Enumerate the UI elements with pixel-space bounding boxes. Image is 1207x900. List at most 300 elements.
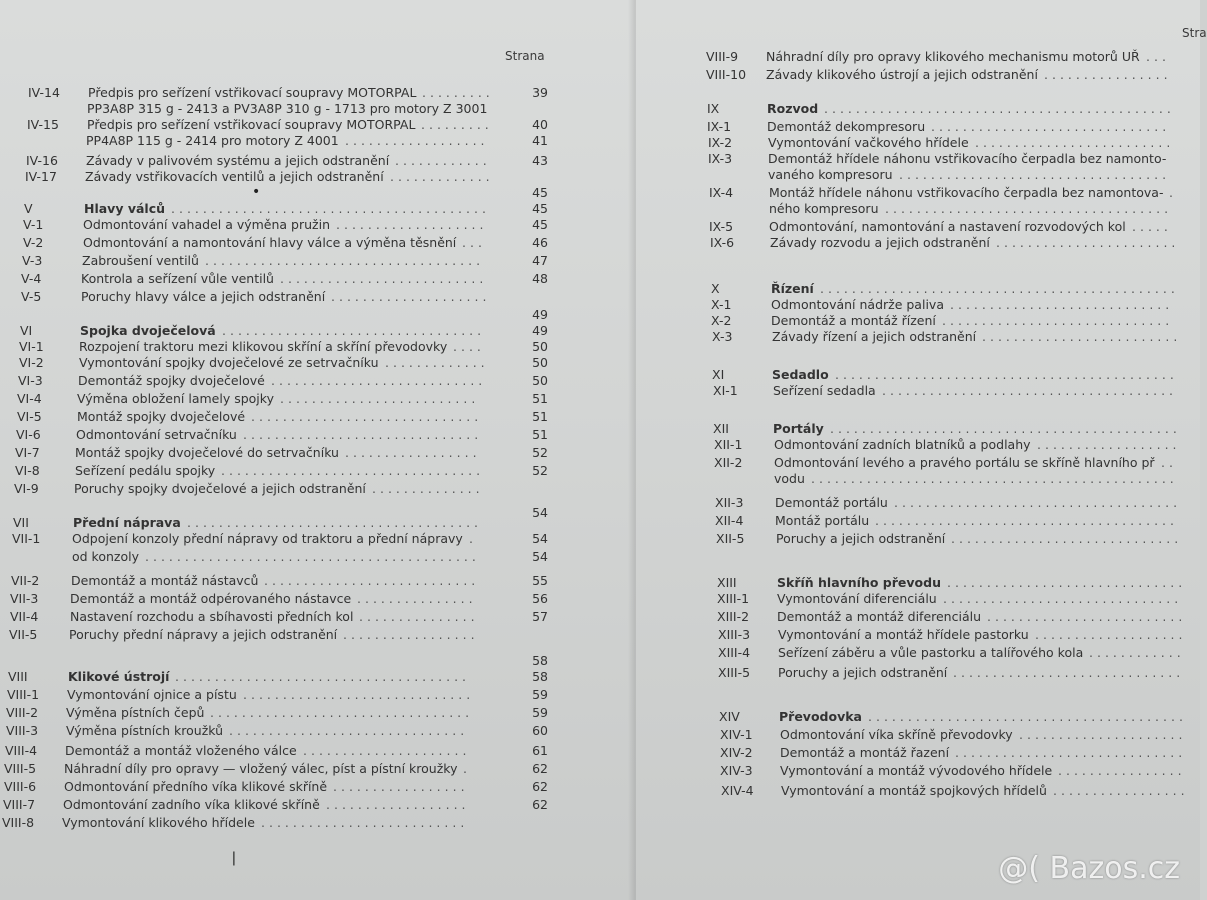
dot-leader: ..................... <box>1019 727 1187 742</box>
toc-entry-title: Demontáž hřídele náhonu vstřikovacího čerpadla bez namonto- <box>768 151 1167 166</box>
toc-entry <box>712 328 1192 346</box>
toc-page-number: 50 <box>532 339 548 354</box>
toc-entry-title: Vymontování klikového hřídele <box>62 815 255 830</box>
toc-entry-title: Závady řízení a jejich odstranění <box>772 329 977 344</box>
toc-page-number: 56 <box>532 591 548 606</box>
dot-leader: ............. <box>390 169 494 184</box>
toc-entry-title: Zabroušení ventilů <box>82 253 199 268</box>
toc-entry-title: Demontáž a montáž nástavců <box>71 573 259 588</box>
dot-leader: ................. <box>343 627 479 642</box>
toc-entry-title: Vymontování a montáž spojkových hřídelů <box>781 783 1047 798</box>
toc-section-code: VII-3 <box>10 591 39 606</box>
toc-entry <box>717 590 1197 608</box>
toc-entry-title: Odmontování setrvačníku <box>76 427 237 442</box>
toc-section-code: IV-14 <box>28 85 60 100</box>
toc-entry <box>7 686 567 704</box>
toc-entry <box>21 270 581 288</box>
toc-entry-title: Vymontování ojnice a pístu <box>67 687 237 702</box>
dot-leader: ................ <box>1044 67 1172 82</box>
dot-leader: ............................................. <box>820 281 1179 296</box>
toc-entry-title: Vymontování a montáž hřídele pastorku <box>778 627 1029 642</box>
toc-section-code: XIV-3 <box>720 763 753 778</box>
dot-leader: ................. <box>333 779 469 794</box>
dot-leader: ........................................... <box>835 367 1178 382</box>
toc-entry-title: Hlavy válců <box>84 201 166 216</box>
toc-section-code: VIII-1 <box>7 687 40 702</box>
dot-leader: . <box>469 531 477 546</box>
toc-entry-title: Odpojení konzoly přední nápravy od traktoru a přední nápravy <box>72 531 463 546</box>
toc-section-code: VI-6 <box>16 427 41 442</box>
toc-section-code: VIII-6 <box>4 779 37 794</box>
toc-page-number: 57 <box>532 609 548 624</box>
toc-entry-title: Odmontování vahadel a výměna pružin <box>83 217 331 232</box>
toc-section-code: VI-9 <box>14 481 39 496</box>
toc-page-number: 40 <box>532 117 548 132</box>
toc-section-code: XII <box>713 421 729 436</box>
toc-entry <box>2 814 562 832</box>
toc-entry-title: PP4A8P 115 g - 2414 pro motory Z 4001 <box>86 133 339 148</box>
toc-section-code: IX-6 <box>710 235 735 250</box>
toc-entry-title: Přední náprava <box>73 515 181 530</box>
toc-section-code: VIII-2 <box>6 705 39 720</box>
toc-page-number: 54 <box>532 505 548 520</box>
dot-leader: .... <box>453 339 485 354</box>
dot-leader: ............ <box>395 153 491 168</box>
dot-leader: .......................... <box>261 815 469 830</box>
toc-entry <box>720 744 1200 762</box>
toc-section-code: XII-3 <box>715 495 744 510</box>
dot-leader: ... <box>462 235 486 250</box>
toc-entry-continuation <box>714 470 1194 488</box>
toc-entry-title: Vymontování diferenciálu <box>777 591 937 606</box>
toc-entry <box>716 530 1196 548</box>
toc-section-code: V-5 <box>21 289 42 304</box>
toc-entry-title: Převodovka <box>779 709 862 724</box>
toc-entry <box>23 234 583 252</box>
toc-entry <box>720 762 1200 780</box>
toc-entry-title: Výměna obložení lamely spojky <box>77 391 274 406</box>
dot-leader: ............... <box>357 591 477 606</box>
toc-section-code: VI-5 <box>17 409 42 424</box>
toc-entry <box>721 782 1201 800</box>
dot-leader: ........................... <box>271 373 487 388</box>
toc-section-code: V-3 <box>22 253 43 268</box>
dot-leader: .............................. <box>947 575 1187 590</box>
toc-page-number: 58 <box>532 653 548 668</box>
toc-page-number: 52 <box>532 463 548 478</box>
toc-entry <box>5 742 565 760</box>
watermark-logo: @( Bazos.cz <box>998 851 1180 886</box>
toc-section-code: VII-2 <box>11 573 40 588</box>
toc-entry-title: vodu <box>774 471 805 486</box>
dot-leader: ............................. <box>942 313 1174 328</box>
toc-entry-title: Montáž spojky dvoječelové do setrvačníku <box>75 445 339 460</box>
toc-entry-title: Poruchy spojky dvoječelové a jejich odstranění <box>74 481 366 496</box>
toc-entry-title: Demontáž a montáž řazení <box>780 745 950 760</box>
toc-entry-title: Odmontování zadního víka klikové skříně <box>63 797 320 812</box>
dot-leader: ................. <box>1053 783 1189 798</box>
toc-section-code: VI-7 <box>15 445 40 460</box>
toc-section-code: VI <box>20 323 33 338</box>
toc-entry <box>21 288 581 306</box>
dot-leader: ............................................ <box>824 101 1175 116</box>
toc-section-code: V-4 <box>21 271 42 286</box>
toc-section-code: VIII-10 <box>706 67 747 82</box>
dot-leader: ......... <box>422 85 494 100</box>
toc-entry-title: Odmontování levého a pravého portálu se skříně hlavního př <box>774 455 1155 470</box>
toc-entry-title: Demontáž a montáž diferenciálu <box>777 609 982 624</box>
toc-entry <box>10 608 570 626</box>
toc-entry <box>9 626 569 644</box>
toc-page-number: 60 <box>532 723 548 738</box>
toc-entry <box>16 426 576 444</box>
dot-leader: ................ <box>1058 763 1186 778</box>
dot-leader: .................. <box>345 133 489 148</box>
toc-page-number: 59 <box>532 687 548 702</box>
toc-section-code: IV-17 <box>25 169 57 184</box>
dot-leader: ... <box>1146 49 1170 64</box>
toc-entry <box>18 372 578 390</box>
toc-entry-title: Odmontování, namontování a nastavení rozvodových kol <box>769 219 1126 234</box>
toc-section-code: X-1 <box>711 297 732 312</box>
toc-page-number: 52 <box>532 445 548 460</box>
dot-leader: ................................. <box>221 463 485 478</box>
toc-entry-title: Demontáž a montáž vloženého válce <box>65 743 297 758</box>
toc-page-number: 62 <box>532 797 548 812</box>
toc-entry-title: Skříň hlavního převodu <box>777 575 941 590</box>
dot-leader: ................................. <box>222 323 486 338</box>
toc-page-number: 50 <box>532 355 548 370</box>
dot-leader: ......................... <box>982 329 1182 344</box>
toc-entry-title: Předpis pro seřízení vstřikovací soupravy MOTORPAL <box>88 85 417 100</box>
dot-leader: ............................. <box>243 687 475 702</box>
toc-entry <box>719 708 1199 726</box>
dot-leader: ........................................ <box>171 201 490 216</box>
toc-page-number: 51 <box>532 391 548 406</box>
toc-page-number: 59 <box>532 705 548 720</box>
toc-entry-title: Spojka dvoječelová <box>80 323 216 338</box>
toc-entry <box>6 704 566 722</box>
toc-section-code: IV-15 <box>27 117 59 132</box>
toc-section-code: X-2 <box>711 313 732 328</box>
toc-entry-title: Demontáž dekompresoru <box>767 119 926 134</box>
toc-entry-title: Odmontování víka skříně převodovky <box>780 727 1013 742</box>
dot-leader: ..................................... <box>882 383 1178 398</box>
right-page <box>636 0 1207 900</box>
toc-page-number: 49 <box>532 307 548 322</box>
toc-entry <box>8 668 568 686</box>
toc-page-number: 49 <box>532 323 548 338</box>
dot-leader: ........................... <box>264 573 480 588</box>
toc-section-code: IX-4 <box>709 185 734 200</box>
dot-leader: . <box>463 761 471 776</box>
toc-section-code: IX-2 <box>708 135 733 150</box>
toc-entry <box>710 234 1190 252</box>
toc-entry-title: Řízení <box>771 281 814 296</box>
dot-leader: . <box>1169 185 1177 200</box>
dot-leader: ............. <box>385 355 489 370</box>
toc-entry-title: Odmontování předního víka klikové skříně <box>64 779 328 794</box>
toc-entry-title: Vymontování a montáž vývodového hřídele <box>780 763 1053 778</box>
dot-leader: ..................................... <box>187 515 483 530</box>
toc-entry-title: Portály <box>773 421 824 436</box>
toc-entry <box>714 436 1194 454</box>
toc-section-code: VIII-4 <box>5 743 38 758</box>
dot-leader: ............................. <box>955 745 1187 760</box>
dot-leader: ............................................ <box>830 421 1181 436</box>
toc-section-code: XII-4 <box>715 513 744 528</box>
toc-page-number: 58 <box>532 669 548 684</box>
toc-entry-title: Náhradní díly pro opravy — vložený válec, píst a pístní kroužky <box>64 761 458 776</box>
toc-section-code: XIII-5 <box>718 665 751 680</box>
toc-entry-title: Montáž portálu <box>775 513 870 528</box>
toc-entry-title: Demontáž spojky dvoječelové <box>78 373 265 388</box>
toc-entry <box>17 408 577 426</box>
toc-page-number: 61 <box>532 743 548 758</box>
dot-leader: .............................. <box>243 427 483 442</box>
toc-entry-title: Výměna pístních kroužků <box>66 723 224 738</box>
toc-section-code: VII-4 <box>10 609 39 624</box>
toc-entry <box>4 778 564 796</box>
toc-entry-title: Sedadlo <box>772 367 829 382</box>
dot-leader: .................................. <box>899 167 1171 182</box>
dot-leader: ......................... <box>975 135 1175 150</box>
toc-page-number: 55 <box>532 573 548 588</box>
toc-entry <box>12 530 572 548</box>
toc-page-number: 46 <box>532 235 548 250</box>
toc-entry-title: Seřízení záběru a vůle pastorku a talířového kola <box>778 645 1084 660</box>
toc-entry-title: Seřízení sedadla <box>773 383 876 398</box>
toc-page-number: 45 <box>532 217 548 232</box>
toc-section-code: XIV <box>719 709 740 724</box>
toc-section-code: XI-1 <box>713 383 738 398</box>
toc-entry-title: Demontáž a montáž řízení <box>771 313 936 328</box>
toc-entry <box>3 796 563 814</box>
toc-page-number: 48 <box>532 271 548 286</box>
dot-leader: ..... <box>1132 219 1172 234</box>
toc-entry <box>6 722 566 740</box>
toc-section-code: X-3 <box>712 329 733 344</box>
toc-page-number: 54 <box>532 549 548 564</box>
toc-entry-continuation <box>709 200 1189 218</box>
toc-entry <box>22 252 582 270</box>
toc-section-code: XI <box>712 367 725 382</box>
toc-entry <box>718 644 1198 662</box>
toc-entry-title: Náhradní díly pro opravy klikového mechanismu motorů UŘ <box>766 49 1140 64</box>
toc-entry <box>717 608 1197 626</box>
toc-entry-title: od konzoly <box>72 549 139 564</box>
dot-leader: .................. <box>1037 437 1181 452</box>
dot-leader: ........................................ <box>868 709 1187 724</box>
toc-entry-title: Odmontování nádrže paliva <box>771 297 944 312</box>
toc-entry-title: Kontrola a seřízení vůle ventilů <box>81 271 274 286</box>
toc-entry <box>713 382 1193 400</box>
dot-leader: .................. <box>326 797 470 812</box>
toc-section-code: XIV-2 <box>720 745 753 760</box>
ink-mark: • <box>252 184 261 200</box>
toc-entry-title: Poruchy přední nápravy a jejich odstranění <box>69 627 338 642</box>
toc-entry <box>706 48 1186 66</box>
toc-entry-continuation <box>708 166 1188 184</box>
toc-entry-title: Vymontování vačkového hřídele <box>768 135 969 150</box>
toc-entry-title: Závady vstřikovacích ventilů a jejich odstranění <box>85 169 384 184</box>
toc-entry-continuation <box>12 548 572 566</box>
toc-section-code: VI-4 <box>17 391 42 406</box>
toc-entry-title: Demontáž portálu <box>775 495 888 510</box>
toc-entry <box>706 66 1186 84</box>
toc-section-code: X <box>711 281 720 296</box>
dot-leader: ................................. <box>210 705 474 720</box>
toc-section-code: VIII-5 <box>4 761 37 776</box>
toc-page-number: 54 <box>532 531 548 546</box>
toc-page-number: 45 <box>532 201 548 216</box>
toc-entry <box>17 390 577 408</box>
toc-section-code: VIII-9 <box>706 49 739 64</box>
toc-entry <box>15 462 575 480</box>
toc-section-code: IX-1 <box>707 119 732 134</box>
dot-leader: .............................. <box>229 723 469 738</box>
toc-section-code: XIII-2 <box>717 609 750 624</box>
toc-section-code: VIII-8 <box>2 815 35 830</box>
dot-leader: ............................. <box>251 409 483 424</box>
toc-entry-title: ného kompresoru <box>769 201 879 216</box>
toc-section-code: XIV-1 <box>720 727 753 742</box>
dot-leader: .................................... <box>885 201 1173 216</box>
toc-entry <box>718 626 1198 644</box>
dot-leader: .............................. <box>931 119 1171 134</box>
toc-section-code: IX-5 <box>709 219 734 234</box>
dot-leader: ................. <box>345 445 481 460</box>
toc-entry <box>23 216 583 234</box>
dot-leader: ................... <box>336 217 488 232</box>
toc-entry-title: Předpis pro seřízení vstřikovací soupravy MOTORPAL <box>87 117 416 132</box>
toc-entry <box>718 664 1198 682</box>
dot-leader: ............................. <box>951 531 1183 546</box>
toc-entry <box>15 444 575 462</box>
toc-entry-title: Demontáž a montáž odpérovaného nástavce <box>70 591 352 606</box>
toc-page-number: 50 <box>532 373 548 388</box>
dot-leader: ......... <box>421 117 493 132</box>
dot-leader: .......................................... <box>145 549 480 564</box>
dot-leader: .......................... <box>280 271 488 286</box>
dot-leader: ............... <box>359 609 479 624</box>
toc-entry-title: Poruchy a jejich odstranění <box>776 531 946 546</box>
toc-page-number: 51 <box>532 427 548 442</box>
dot-leader: ......................... <box>987 609 1187 624</box>
toc-entry-title: Výměna pístních čepů <box>66 705 205 720</box>
toc-entry <box>720 726 1200 744</box>
toc-entry <box>14 480 574 498</box>
toc-section-code: VIII <box>8 669 28 684</box>
dot-leader: ..................................... <box>175 669 471 684</box>
toc-section-code: VI-8 <box>15 463 40 478</box>
toc-page-number: 62 <box>532 779 548 794</box>
toc-section-code: V-1 <box>23 217 44 232</box>
toc-section-code: IX <box>707 101 720 116</box>
toc-entry-title: Závady rozvodu a jejich odstranění <box>770 235 990 250</box>
toc-page-number: 47 <box>532 253 548 268</box>
toc-entry-title: Montáž spojky dvoječelové <box>77 409 246 424</box>
toc-section-code: XIII <box>717 575 737 590</box>
toc-entry-title: PP3A8P 315 g - 2413 a PV3A8P 310 g - 1713 pro motory Z 3001 <box>87 101 488 116</box>
toc-entry <box>707 100 1187 118</box>
toc-section-code: V-2 <box>23 235 44 250</box>
dot-leader: .. <box>1161 455 1177 470</box>
toc-entry-title: vaného kompresoru <box>768 167 893 182</box>
toc-section-code: VI-3 <box>18 373 43 388</box>
toc-section-code: VI-1 <box>19 339 44 354</box>
dot-leader: ............................. <box>953 665 1185 680</box>
dot-leader: ................................... <box>205 253 485 268</box>
toc-section-code: XII-1 <box>714 437 743 452</box>
toc-page-number: 45 <box>532 185 548 200</box>
dot-leader: ..................... <box>303 743 471 758</box>
toc-entry-title: Závady v palivovém systému a jejich odstranění <box>86 153 390 168</box>
toc-section-code: IV-16 <box>26 153 58 168</box>
toc-section-code: XIV-4 <box>721 783 754 798</box>
toc-entry-title: Montáž hřídele náhonu vstřikovacího čerpadla bez namontova- <box>769 185 1164 200</box>
toc-section-code: VIII-3 <box>6 723 39 738</box>
dot-leader: .................................... <box>894 495 1182 510</box>
dot-leader: .................... <box>331 289 491 304</box>
toc-section-code: XII-2 <box>714 455 743 470</box>
dot-leader: ...................................... <box>875 513 1178 528</box>
toc-entry-title: Seřízení pedálu spojky <box>75 463 216 478</box>
toc-section-code: XIII-4 <box>718 645 751 660</box>
dot-leader: ....................... <box>996 235 1180 250</box>
toc-entry <box>715 512 1195 530</box>
page-column-header: Stra <box>1182 26 1207 40</box>
toc-entry <box>4 760 564 778</box>
toc-page-number: 62 <box>532 761 548 776</box>
dot-leader: ......................... <box>280 391 480 406</box>
toc-section-code: V <box>24 201 33 216</box>
toc-page-number: 51 <box>532 409 548 424</box>
toc-page-number: 39 <box>532 85 548 100</box>
toc-entry-title: Poruchy hlavy válce a jejich odstranění <box>81 289 326 304</box>
toc-entry-continuation <box>26 132 586 150</box>
toc-section-code: VII <box>13 515 29 530</box>
toc-entry <box>715 494 1195 512</box>
toc-section-code: VI-2 <box>19 355 44 370</box>
toc-entry-title: Závady klikového ústrojí a jejich odstranění <box>766 67 1038 82</box>
dot-leader: .............................. <box>943 591 1183 606</box>
toc-entry <box>11 572 571 590</box>
toc-entry-title: Nastavení rozchodu a sbíhavosti předních kol <box>70 609 354 624</box>
toc-section-code: XIII-1 <box>717 591 750 606</box>
toc-page-number: 41 <box>532 133 548 148</box>
ink-mark: ❘ <box>228 850 240 866</box>
toc-entry <box>19 354 579 372</box>
toc-page-number: 43 <box>532 153 548 168</box>
toc-section-code: VII-1 <box>12 531 41 546</box>
dot-leader: .............. <box>372 481 484 496</box>
dot-leader: .............................................. <box>811 471 1178 486</box>
toc-entry-title: Klikové ústrojí <box>68 669 170 684</box>
dot-leader: ................... <box>1035 627 1187 642</box>
toc-entry-title: Odmontování a namontování hlavy válce a výměna těsnění <box>83 235 457 250</box>
toc-section-code: XIII-3 <box>718 627 751 642</box>
toc-entry-title: Vymontování spojky dvoječelové ze setrvačníku <box>79 355 379 370</box>
toc-section-code: VII-5 <box>9 627 38 642</box>
dot-leader: ............ <box>1089 645 1185 660</box>
toc-section-code: IX-3 <box>708 151 733 166</box>
toc-entry-title: Rozvod <box>767 101 819 116</box>
toc-section-code: VIII-7 <box>3 797 36 812</box>
toc-entry <box>10 590 570 608</box>
toc-entry-title: Odmontování zadních blatníků a podlahy <box>774 437 1031 452</box>
dot-leader: ............................ <box>950 297 1174 312</box>
